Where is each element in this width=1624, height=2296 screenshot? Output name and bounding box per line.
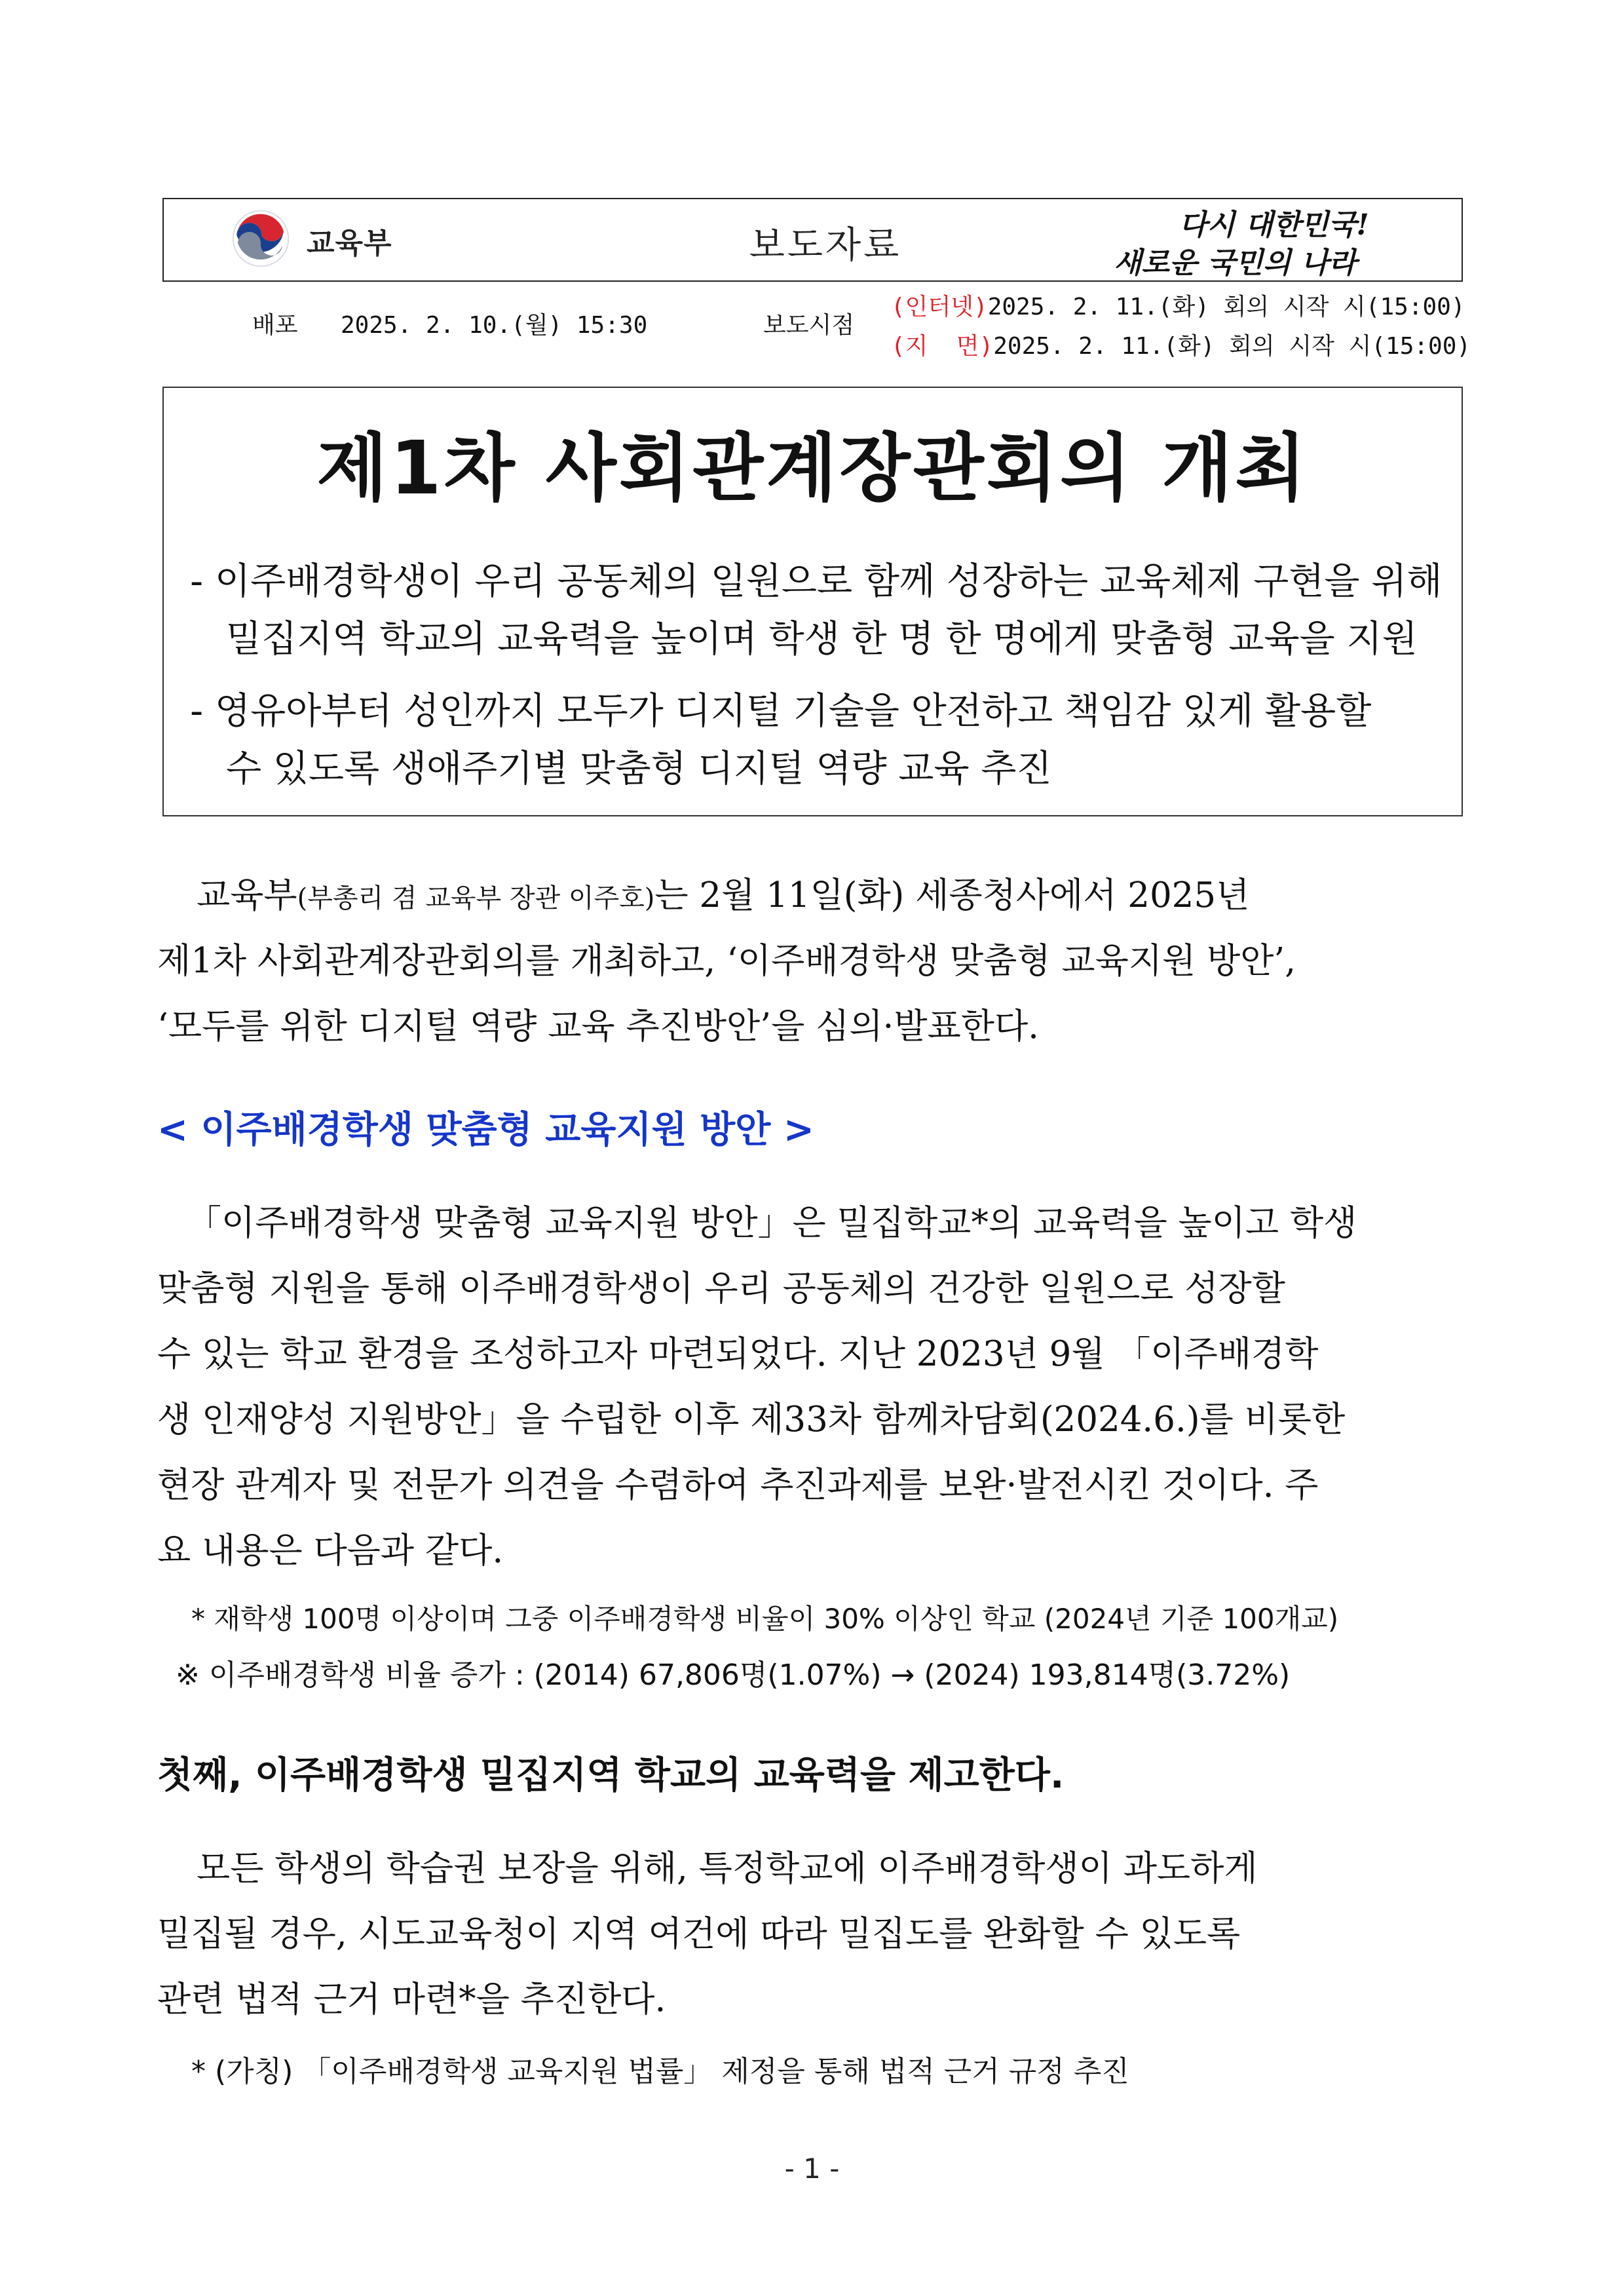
- slogan-line2: 새로운 국민의 나라: [1114, 246, 1357, 280]
- press-release-label: 보도자료: [749, 224, 902, 267]
- intro-rest: 는 2월 11일(화) 세종청사에서 2025년: [654, 875, 1250, 915]
- embargo-internet: [891, 288, 1465, 322]
- footnote-law: * (가칭) 「이주배경학생 교육지원 법률」 제정을 통해 법적 근거 규정 추진: [191, 2055, 1129, 2088]
- intro-minister: (부총리 겸 교육부 장관 이주호): [297, 883, 655, 913]
- print-tag: (지 면): [891, 333, 994, 360]
- embargo-print: [891, 328, 1471, 361]
- distribution-date: 2025. 2. 10.(월) 15:30: [341, 312, 648, 339]
- internet-time: 2025. 2. 11.(화) 회의 시작 시(15:00): [987, 294, 1465, 320]
- subtitle-2-line2: 수 있도록 생애주기별 맞춤형 디지털 역량 교육 추진: [226, 748, 1052, 790]
- section-heading: < 이주배경학생 맞춤형 교육지원 방안 >: [157, 1109, 814, 1151]
- page-title: 제1차 사회관계장관회의 개최: [316, 426, 1309, 511]
- section1-line: 현장 관계자 및 전문가 의견을 수렴하여 추진과제를 보완·발전시킨 것이다. 주: [157, 1465, 1319, 1505]
- first-line: 밀집될 경우, 시도교육청이 지역 여건에 따라 밀집도를 완화할 수 있도록: [157, 1914, 1241, 1954]
- slogan-calligraphy: [1101, 202, 1402, 280]
- slogan-line1: 다시 대한민국!: [1179, 208, 1369, 242]
- intro-line2: 제1차 사회관계장관회의를 개최하고, ‘이주배경학생 맞춤형 교육지원 방안’,: [157, 941, 1296, 981]
- footnote-ratio: ※ 이주배경학생 비율 증가 : (2014) 67,806명(1.07%) → (2024) 193,814명(3.72%): [176, 1658, 1291, 1692]
- page-number: - 1 -: [784, 2152, 840, 2185]
- footnote-dense-school: * 재학생 100명 이상이며 그중 이주배경학생 비율이 30% 이상인 학교 (2024년 기준 100개교): [191, 1603, 1339, 1635]
- internet-tag: (인터넷): [891, 294, 988, 320]
- print-time: 2025. 2. 11.(화) 회의 시작 시(15:00): [993, 333, 1471, 360]
- embargo-label: 보도시점: [763, 312, 855, 339]
- intro-line1: [197, 875, 1507, 915]
- subtitle-1-line1: - 이주배경학생이 우리 공동체의 일원으로 함께 성장하는 교육체제 구현을 위해: [190, 560, 1443, 603]
- subtitle-2-line1: - 영유아부터 성인까지 모두가 디지털 기술을 안전하고 책임감 있게 활용할: [190, 690, 1372, 733]
- section1-line: 요 내용은 다음과 같다.: [157, 1531, 504, 1571]
- distribution-label: 배포: [252, 312, 298, 339]
- intro-ministry: 교육부: [197, 875, 297, 915]
- taegeuk-logo-icon: [231, 208, 291, 269]
- section1-line: 맞춤형 지원을 통해 이주배경학생이 우리 공동체의 건강한 일원으로 성장할: [157, 1269, 1285, 1309]
- subtitle-1-line2: 밀집지역 학교의 교육력을 높이며 학생 한 명 한 명에게 맞춤형 교육을 지원: [226, 618, 1418, 660]
- first-line: 관련 법적 근거 마련*을 추진한다.: [157, 1980, 666, 2019]
- first-line: 모든 학생의 학습권 보장을 위해, 특정학교에 이주배경학생이 과도하게: [197, 1848, 1258, 1888]
- section1-line: 생 인재양성 지원방안」을 수립한 이후 제33차 함께차담회(2024.6.)를 비롯한: [157, 1400, 1346, 1440]
- ministry-logo-text: 교육부: [307, 227, 392, 260]
- section1-line: 수 있는 학교 환경을 조성하고자 마련되었다. 지난 2023년 9월 「이주배경학: [157, 1334, 1319, 1374]
- intro-line3: ‘모두를 위한 디지털 역량 교육 추진방안’을 심의·발표한다.: [157, 1006, 1040, 1046]
- section1-line: 「이주배경학생 맞춤형 교육지원 방안」은 밀집학교*의 교육력을 높이고 학생: [187, 1203, 1357, 1243]
- first-point-heading: 첫째, 이주배경학생 밀집지역 학교의 교육력을 제고한다.: [157, 1754, 1065, 1797]
